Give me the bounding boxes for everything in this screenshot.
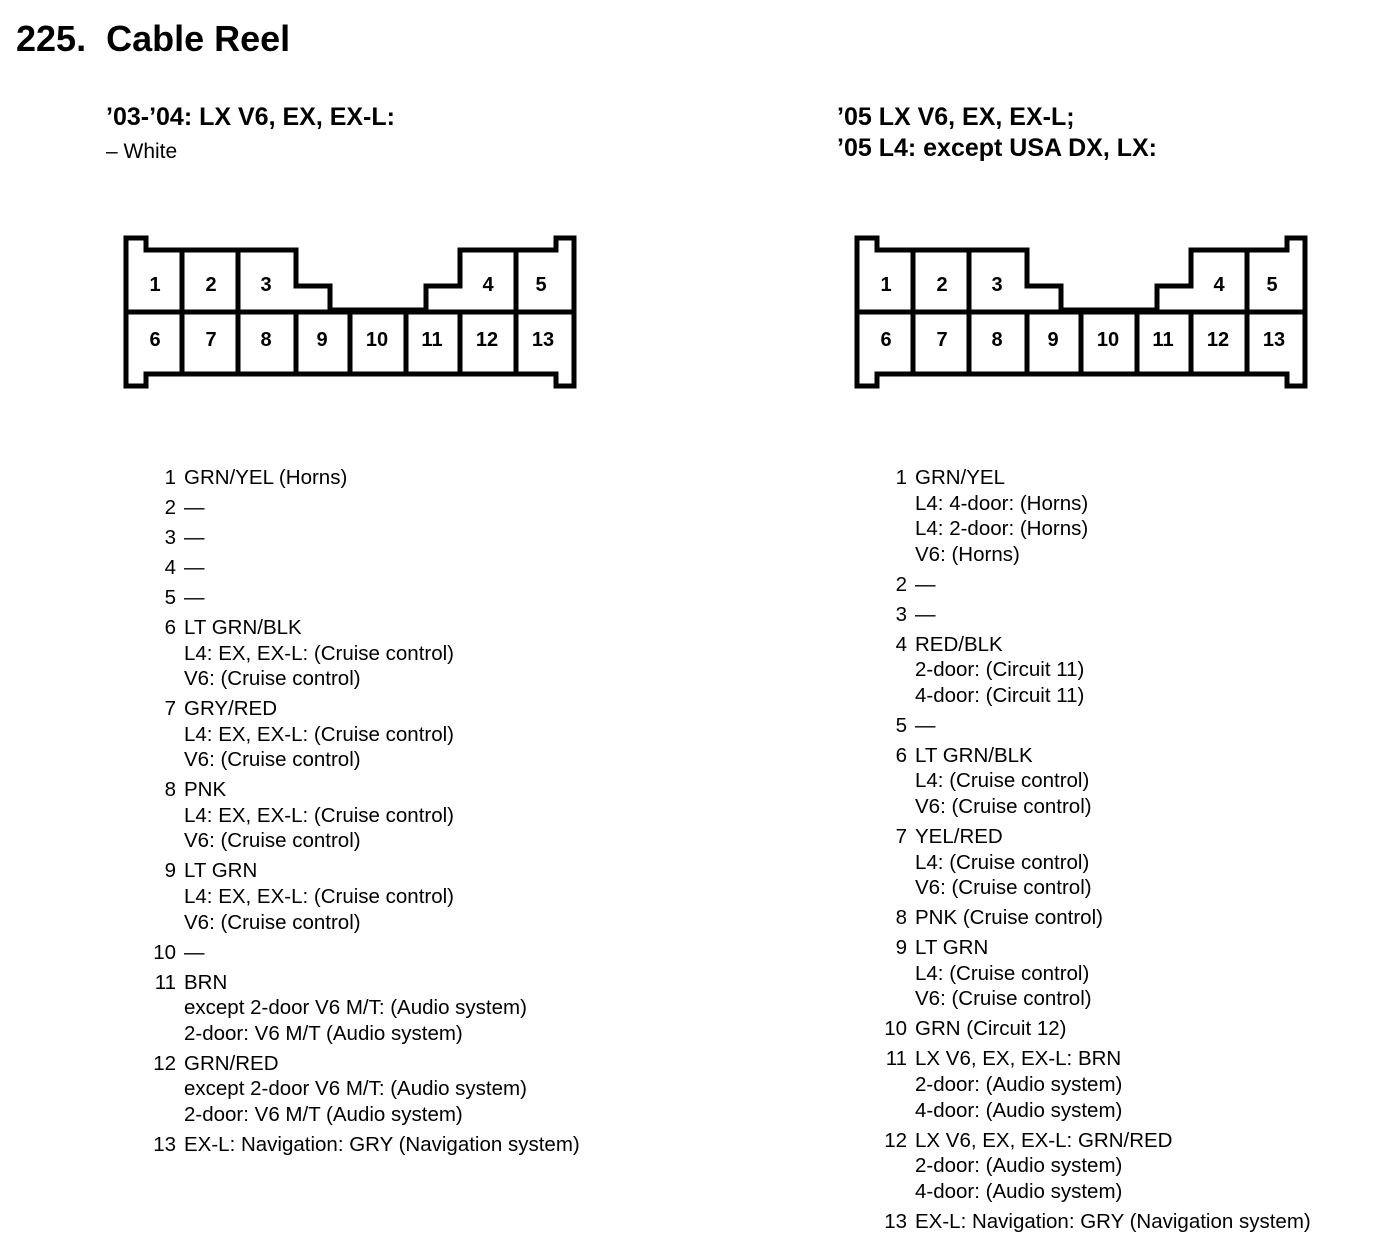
pin-label: 8 [260,329,272,351]
pin-label: 11 [421,329,443,351]
pin-number: 11 [154,970,176,994]
pin-label: 5 [1266,274,1278,296]
pin-description: L4: EX, EX-L: (Cruise control) [184,641,455,665]
pin-entry [881,465,1311,567]
pin-description: except 2-door V6 M/T: (Audio system) [184,1077,527,1101]
pin-label: 1 [149,274,161,296]
pin-description: — [915,572,936,596]
right-connector-diagram [851,232,1311,392]
pin-number: 9 [164,859,176,883]
pin-description: — [915,713,936,737]
pin-label: 4 [482,274,494,296]
pin-description: LT GRN [915,936,989,960]
pin-description: GRY/RED [184,697,278,721]
pin-number: 11 [885,1047,907,1071]
pin-number: 2 [895,572,907,596]
pin-label: 3 [991,274,1003,296]
pin-description: — [184,940,205,964]
pin-description: RED/BLK [915,632,1003,656]
pin-description: 2-door: V6 M/T (Audio system) [184,1102,463,1126]
pin-entry [150,777,580,854]
pin-entry [150,465,580,491]
pin-entry [881,1128,1311,1205]
left-connector-color: – White [106,140,178,163]
pin-number: 4 [164,555,176,579]
pin-entry [150,525,580,551]
pin-description: EX-L: Navigation: GRY (Navigation system) [184,1132,580,1156]
pin-description: V6: (Cruise control) [915,876,1092,900]
pin-number: 7 [164,697,176,721]
pin-label: 9 [1047,329,1059,351]
pin-description: — [184,585,205,609]
right-heading-line: ’05 LX V6, EX, EX-L; [837,103,1075,131]
pin-label: 6 [149,329,161,351]
pin-label: 2 [205,274,217,296]
left-heading-line: ’03-’04: LX V6, EX, EX-L: [106,103,395,131]
pin-description: 2-door: (Audio system) [915,1072,1123,1096]
pin-number: 5 [164,585,176,609]
pin-description: GRN/YEL (Horns) [184,466,348,489]
pin-entry [881,713,1311,739]
pin-label: 6 [880,329,892,351]
pin-label: 3 [260,274,272,296]
pin-entry [881,602,1311,628]
pin-number: 5 [895,713,907,737]
pin-entry [881,1016,1311,1042]
pin-description: except 2-door V6 M/T: (Audio system) [184,996,527,1020]
pin-description: — [184,525,205,549]
pin-label: 7 [205,329,217,351]
pin-description: L4: (Cruise control) [915,769,1090,793]
pin-number: 8 [164,778,176,802]
right-pin-list [881,465,1311,1239]
pin-entry [150,858,580,935]
pin-description: 2-door: (Circuit 11) [915,658,1085,682]
pin-description: GRN/RED [184,1051,279,1075]
pin-description: 4-door: (Audio system) [915,1179,1123,1203]
pin-label: 12 [1206,329,1230,351]
pin-description: L4: EX, EX-L: (Cruise control) [184,722,455,746]
pin-description: L4: EX, EX-L: (Cruise control) [184,803,455,827]
pin-number: 2 [164,495,176,519]
pin-description: LT GRN/BLK [184,615,302,639]
pin-number: 1 [164,466,176,489]
pin-description: V6: (Cruise control) [915,987,1092,1011]
pin-description: BRN [184,970,228,994]
pin-description: V6: (Horns) [915,542,1020,566]
pin-label: 1 [880,274,892,296]
pin-number: 10 [884,1017,907,1041]
pin-description: — [184,495,205,519]
pin-number: 13 [884,1209,907,1233]
pin-description: V6: (Cruise control) [915,795,1092,819]
page-title: 225. Cable Reel [16,18,291,59]
left-connector-diagram [120,232,580,392]
pin-description: L4: (Cruise control) [915,850,1090,874]
pin-number: 3 [895,602,907,626]
pin-number: 4 [895,632,907,656]
pin-number: 9 [895,936,907,960]
pin-label: 13 [531,329,555,351]
pin-entry [150,615,580,692]
pin-description: GRN/YEL [915,466,1005,489]
pin-entry [150,970,580,1047]
pin-description: 4-door: (Audio system) [915,1098,1123,1122]
pin-description: YEL/RED [915,825,1003,849]
pin-description: PNK (Cruise control) [915,906,1103,930]
pin-description: V6: (Cruise control) [184,910,361,934]
pin-label: 13 [1262,329,1286,351]
pin-label: 7 [936,329,948,351]
pin-description: GRN (Circuit 12) [915,1017,1067,1041]
pin-entry [150,1132,580,1158]
pin-entry [881,572,1311,598]
pin-label: 11 [1152,329,1174,351]
pin-entry [881,743,1311,820]
pin-entry [150,585,580,611]
pin-description: LX V6, EX, EX-L: BRN [915,1047,1122,1071]
right-heading [837,102,1157,164]
pin-number: 1 [895,466,907,489]
pin-description: V6: (Cruise control) [184,667,361,691]
pin-label: 5 [535,274,547,296]
pin-description: L4: 2-door: (Horns) [915,517,1089,541]
pin-description: L4: (Cruise control) [915,961,1090,985]
pin-description: V6: (Cruise control) [184,748,361,772]
pin-description: — [184,555,205,579]
pin-label: 2 [936,274,948,296]
pin-description: 4-door: (Circuit 11) [915,683,1085,707]
pin-number: 13 [153,1132,176,1156]
pin-entry [881,1046,1311,1123]
pin-number: 6 [164,615,176,639]
pin-description: LT GRN/BLK [915,743,1033,767]
left-heading [106,102,395,133]
pin-description: EX-L: Navigation: GRY (Navigation system) [915,1209,1311,1233]
pin-entry [881,905,1311,931]
pin-description: 2-door: (Audio system) [915,1154,1123,1178]
pin-entry [150,940,580,966]
pin-entry [150,495,580,521]
pin-number: 7 [895,825,907,849]
pin-description: L4: 4-door: (Horns) [915,491,1089,515]
pin-number: 3 [164,525,176,549]
pin-description: L4: EX, EX-L: (Cruise control) [184,885,455,909]
pin-number: 12 [884,1128,907,1152]
pin-description: — [915,602,936,626]
pin-entry [881,935,1311,1012]
pin-description: V6: (Cruise control) [184,829,361,853]
pin-description: LT GRN [184,859,258,883]
pin-entry [150,555,580,581]
pin-description: 2-door: V6 M/T (Audio system) [184,1021,463,1045]
pin-label: 10 [365,329,389,351]
pin-entry [881,1209,1311,1235]
pin-entry [150,1051,580,1128]
pin-number: 10 [153,940,176,964]
right-heading-line: ’05 L4: except USA DX, LX: [837,134,1157,162]
pin-label: 10 [1096,329,1120,351]
pin-label: 4 [1213,274,1225,296]
pin-number: 8 [895,906,907,930]
pin-number: 6 [895,743,907,767]
pin-number: 12 [153,1051,176,1075]
left-pin-list [150,465,580,1162]
pin-label: 12 [475,329,499,351]
pin-label: 8 [991,329,1003,351]
pin-label: 9 [316,329,328,351]
pin-description: PNK [184,778,227,802]
pin-entry [881,824,1311,901]
pin-entry [150,696,580,773]
pin-entry [881,632,1311,709]
pin-description: LX V6, EX, EX-L: GRN/RED [915,1128,1173,1152]
